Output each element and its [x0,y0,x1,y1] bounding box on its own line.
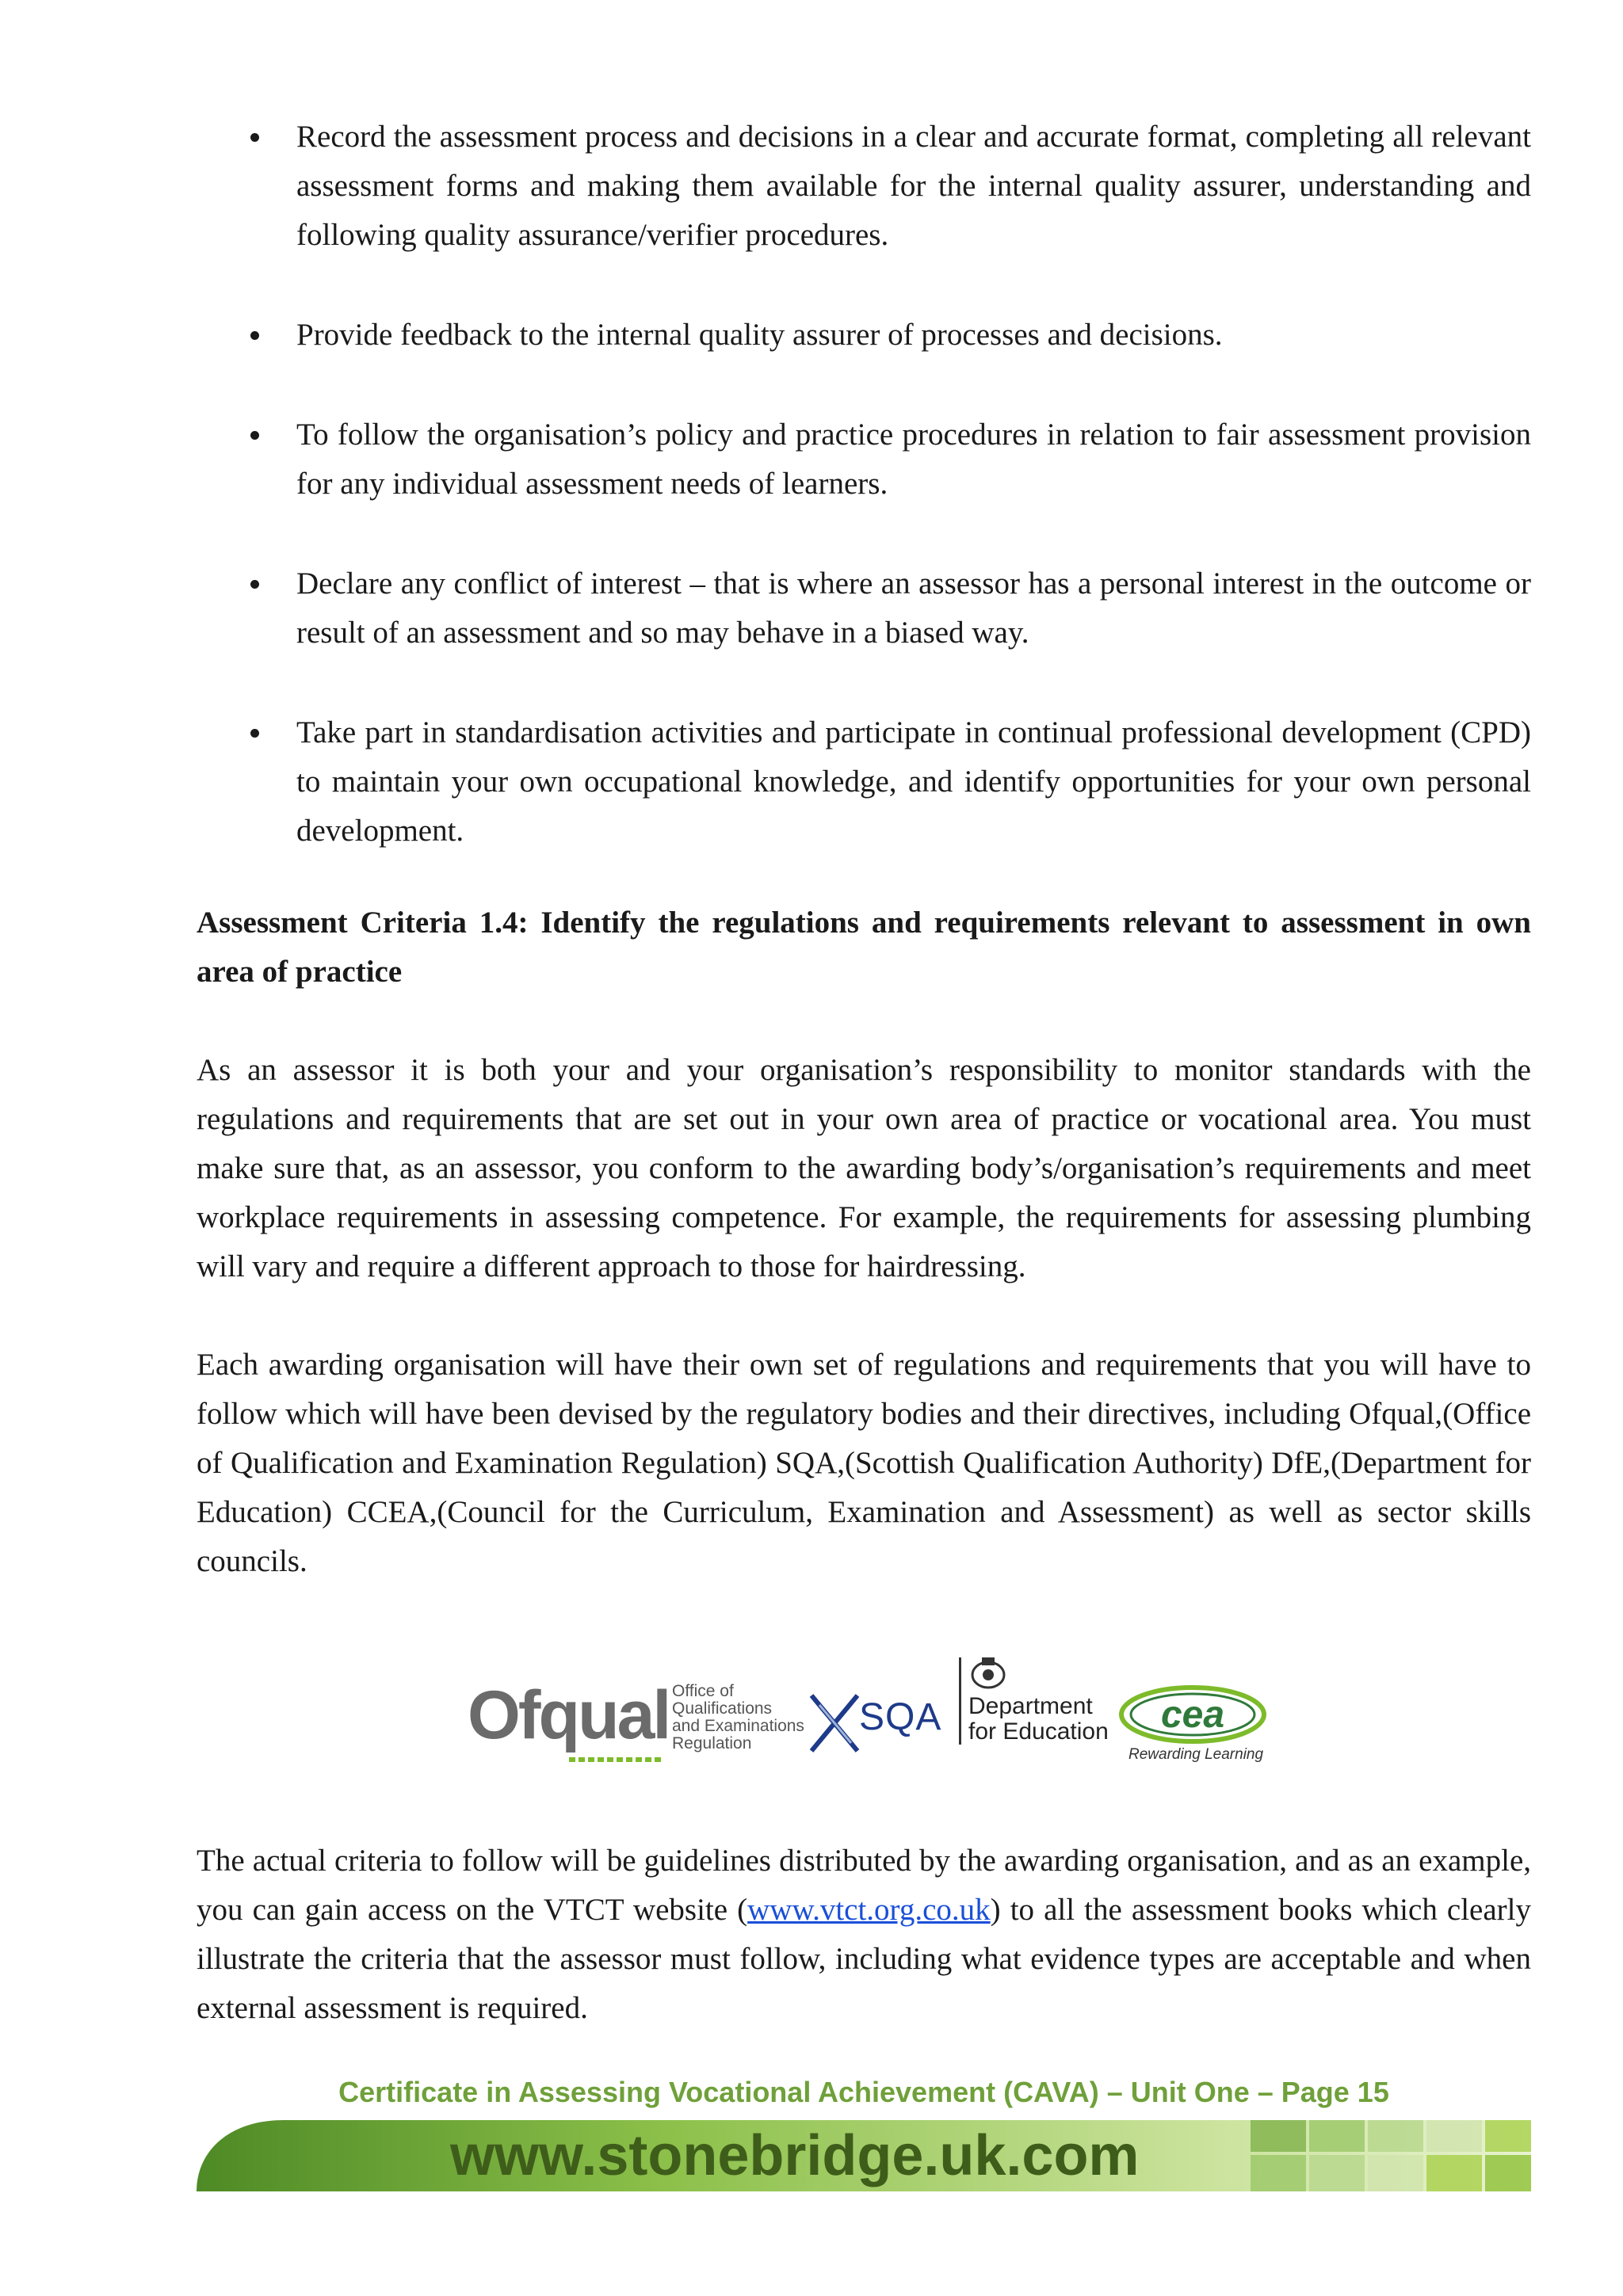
dfe-logo [959,1648,1117,1767]
section-heading: Assessment Criteria 1.4: Identify the regulations and requirements relevant to assessment in own area of practice [197,906,1531,989]
page-content [197,113,1531,1635]
sqa-wordmark: SQA [859,1696,942,1738]
paragraph-responsibility: As an assessor it is both your and your organisation’s responsibility to monitor standards with the regulations and requirements that are set out in your own area of practice or vocational area. You must make sure that, as an assessor, you conform to the awarding body’s/organisation’s requirements and meet workplace requirements in assessing competence. For example, the requirements for assessing plumbing will vary and require a different approach to those for hairdressing. [197,1053,1531,1283]
bullet-icon [250,431,259,440]
ccea-logo [1117,1680,1268,1767]
footer-title: Certificate in Assessing Vocational Achievement (CAVA) – Unit One – Page 15 [338,2076,1389,2108]
footer-banner [197,2120,1531,2191]
ofqual-logo [468,1677,808,1759]
footer-website-url: www.stonebridge.uk.com [450,2124,1140,2187]
bullet-icon [250,580,259,589]
ofqual-wordmark: Ofqual [468,1677,670,1753]
sqa-saltire-icon [808,1688,864,1759]
bullet-item: Record the assessment process and decisions in a clear and accurate format, completing all relevant assessment forms and making them available for the internal quality assurer, understanding and following quality assurance/verifier procedures. [197,113,1531,260]
regulator-logos [460,1648,1268,1783]
paragraph-vtct: The actual criteria to follow will be guidelines distributed by the awarding organisation, and as an example, you can gain access on the VTCT website (www.vtct.org.co.uk) to all the assessment books which clearly illustrate the criteria that the assessor must follow, including what evidence types are acceptable and when external assessment is required. [197,1844,1531,2025]
bullet-item: To follow the organisation’s policy and practice procedures in relation to fair assessment provision for any individual assessment needs of learners. [197,410,1531,509]
ofqual-dots-decoration [569,1757,664,1762]
bullet-list [197,113,1531,856]
dfe-wordmark: Department for Education [968,1693,1109,1745]
bullet-icon [250,331,259,340]
bullet-item: Declare any conflict of interest – that is where an assessor has a personal interest in the outcome or result of an assessment and so may behave in a biased way. [197,559,1531,658]
bullet-icon [250,729,259,738]
svg-text:cea: cea [1160,1694,1225,1736]
bullet-item: Provide feedback to the internal quality assurer of processes and decisions. [197,311,1531,360]
bullet-item: Take part in standardisation activities and participate in continual professional development (CPD) to maintain your own occupational knowledge, and identify opportunities for your own personal development. [197,708,1531,856]
royal-crest-icon [968,1653,1008,1691]
cea-swoosh-icon [1117,1680,1268,1746]
ofqual-subtitle: Office of Qualifications and Examinations Regulation [672,1682,804,1753]
cea-tagline: Rewarding Learning [1128,1746,1264,1763]
bullet-icon [250,133,259,142]
paragraph-regulators: Each awarding organisation will have their own set of regulations and requirements that you will have to follow which will have been devised by the regulatory bodies and their directives, including Ofqual,(Office of Qualification and Examination Regulation) SQA,(Scottish Qualification Authority) DfE,(Department for Education) CCEA,(Council for the Curriculum, Examination and Assessment) as well as sector skills councils. [197,1348,1531,1578]
sqa-logo [808,1688,959,1767]
dfe-divider [959,1657,961,1745]
vtct-link[interactable]: www.vtct.org.co.uk [747,1893,991,1927]
